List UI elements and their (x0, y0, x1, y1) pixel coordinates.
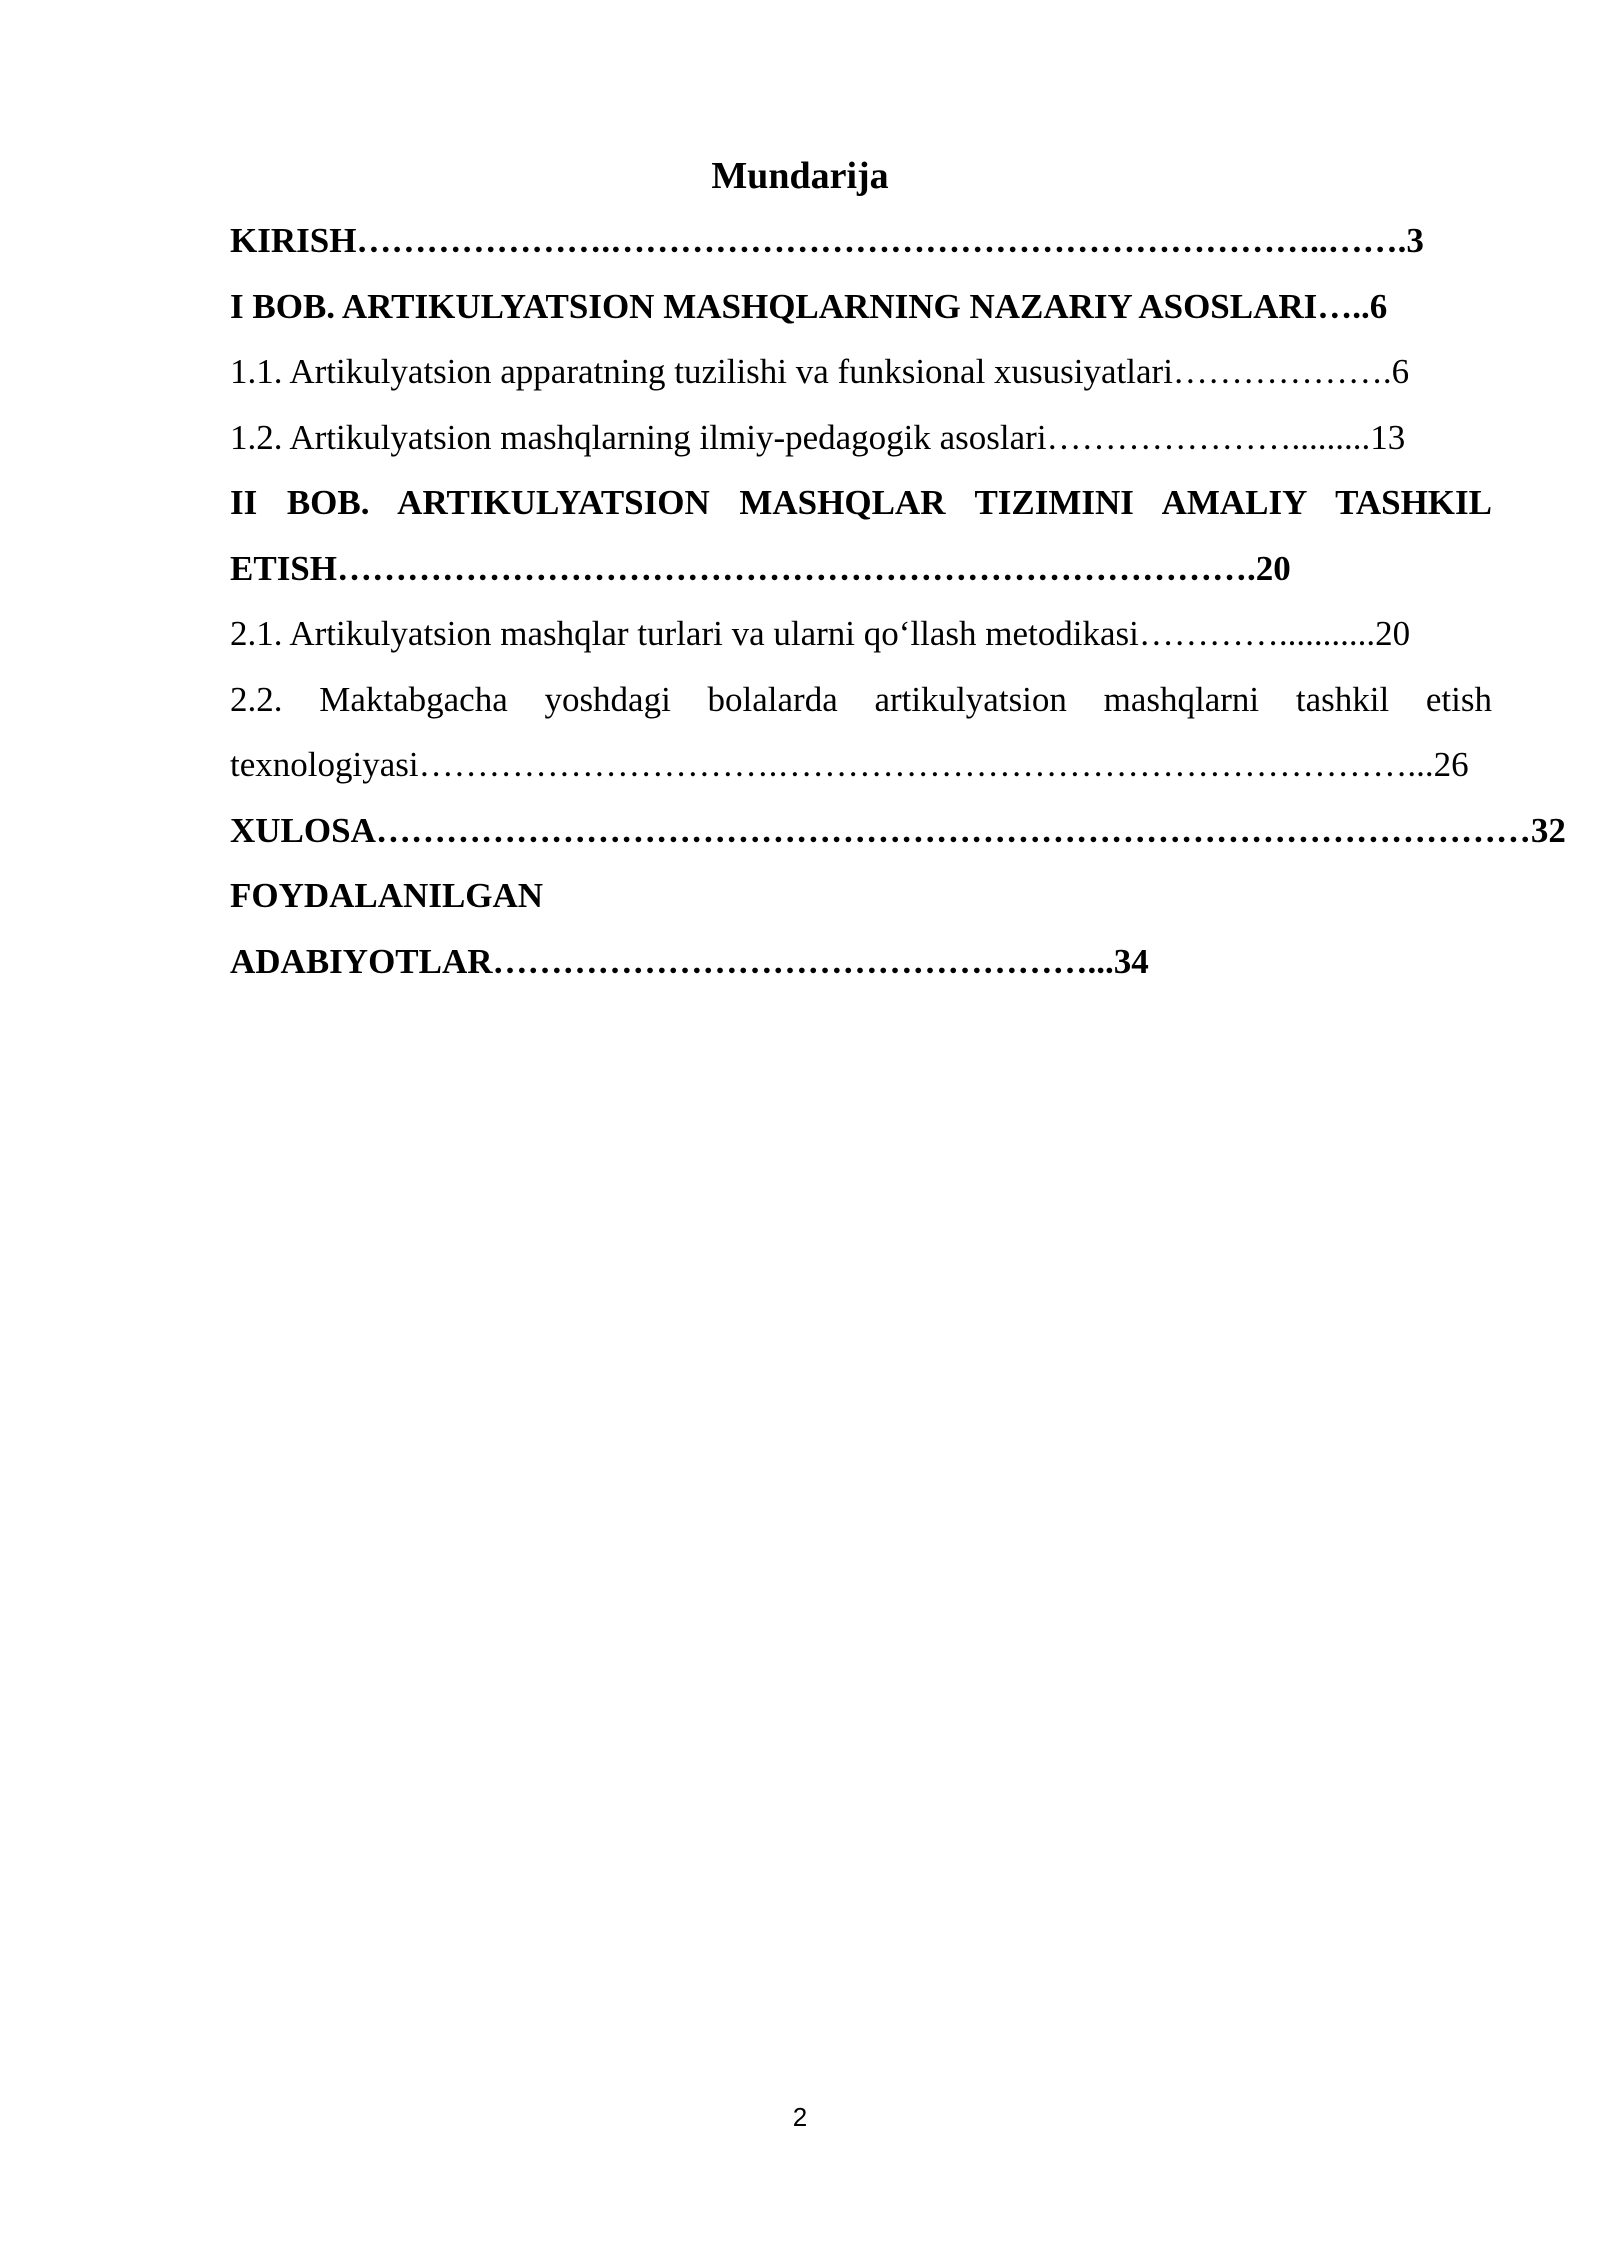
toc-entry-section-1-2: 1.2. Artikulyatsion mashqlarning ilmiy-pedagogik asoslari………………….........13 (230, 417, 1406, 457)
toc-entry-section-1-1: 1.1. Artikulyatsion apparatning tuzilishi va funksional xususiyatlari……………….6 (230, 352, 1410, 391)
toc-entry-section-2-2: 2.2. Maktabgacha yoshdagi bolalarda artikulyatsion mashqlarni tashkil etish texnologiyasi………………………….………………………………………………...26 (230, 679, 1492, 784)
toc-entry-section-2-1: 2.1. Artikulyatsion mashqlar turlari va ularni qo‘llash metodikasi…………...........20 (230, 614, 1411, 653)
toc-entry-chapter-2: II BOB. ARTIKULYATSION MASHQLAR TIZIMINI AMALIY TASHKIL ETISH…………………………………………………………………….20 (230, 483, 1492, 588)
toc-entry-xulosa: XULOSA………………………………………………………………………………………32 (230, 810, 1566, 850)
toc-entry-kirish: KIRISH………………….……………………………………………………..…….3 (230, 221, 1424, 260)
toc-entry-references: FOYDALANILGAN ADABIYOTLAR……………………………………………...34 (230, 876, 1149, 981)
table-of-contents (230, 208, 1566, 994)
page-title: Mundarija (711, 155, 889, 197)
page-number: 2 (792, 2102, 808, 2132)
toc-entry-chapter-1: I BOB. ARTIKULYATSION MASHQLARNING NAZARIY ASOSLARI…..6 (230, 286, 1388, 326)
